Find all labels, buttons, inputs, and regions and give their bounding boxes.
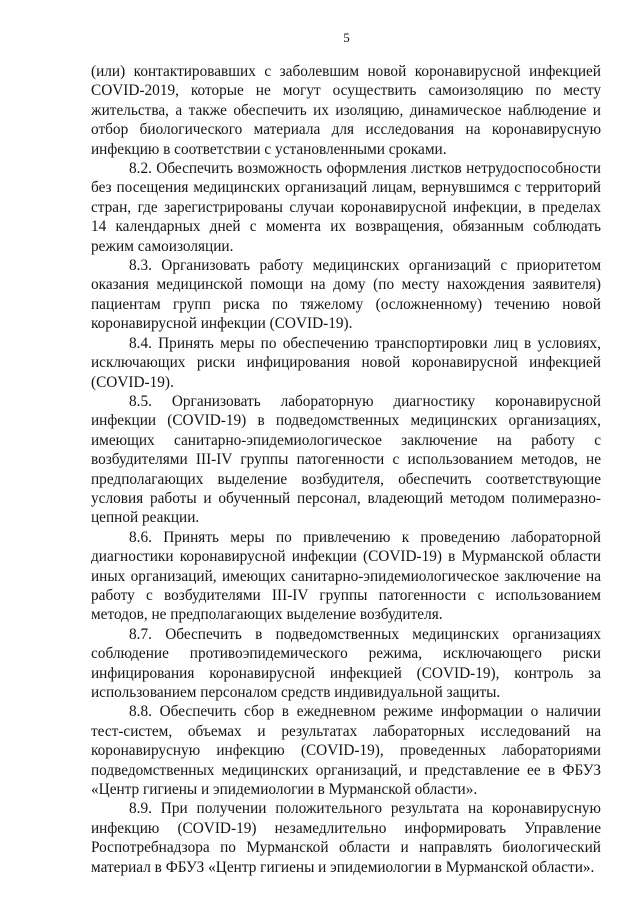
page-number: 5 <box>343 30 350 45</box>
paragraph-8-6: 8.6. Принять меры по привлечению к проведению лабораторной диагностики коронавирусной инфекции (COVID-19) в Мурманской области иных организаций, имеющих санитарно-эпидемиологическое заключение на работу с возбудителями III-IV группы патогенности с использованием методов, не предполагающих выделение возбудителя. <box>91 528 601 624</box>
paragraph-continuation: (или) контактировавших с заболевшим новой коронавирусной инфекцией COVID-2019, которые не могут осуществить самоизоляцию по месту жительства, а также обеспечить их изоляцию, динамическое наблюдение и отбор биологического материала для исследования на коронавирусную инфекцию в соответствии с установленными сроками. <box>91 63 601 158</box>
paragraph-8-3: 8.3. Организовать работу медицинских организаций с приоритетом оказания медицинской помощи на дому (по месту нахождения заявителя) пациентам групп риска по тяжелому (осложненному) течению новой коронавирусной инфекции (COVID-19). <box>91 257 601 333</box>
paragraph-8-2: 8.2. Обеспечить возможность оформления листков нетрудоспособности без посещения медицинских организаций лицам, вернувшимся с территорий стран, где зарегистрированы случаи коронавирусной инфекции, в пределах 14 календарных дней с момента их возвращения, обязанным соблюдать режим самоизоляции. <box>91 160 601 255</box>
document-body <box>91 62 601 877</box>
paragraph-8-4: 8.4. Принять меры по обеспечению транспортировки лиц в условиях, исключающих риски инфицирования новой коронавирусной инфекцией (COVID-19). <box>91 334 601 391</box>
paragraph-8-7: 8.7. Обеспечить в подведомственных медицинских организациях соблюдение противоэпидемического режима, исключающего риски инфицирования коронавирусной инфекцией (COVID-19), контроль за использованием персоналом средств индивидуальной защиты. <box>91 625 601 701</box>
paragraph-8-8: 8.8. Обеспечить сбор в ежедневном режиме информации о наличии тест-систем, объемах и результатах лабораторных исследований на коронавирусную инфекцию (COVID-19), проведенных лабораториями подведомственных медицинских организаций, и представление ее в ФБУЗ «Центр гигиены и эпидемиологии в Мурманской области». <box>91 703 601 799</box>
paragraph-8-9: 8.9. При получении положительного результата на коронавирусную инфекцию (COVID-19) незамедлительно информировать Управление Роспотребнадзора по Мурманской области и направлять биологический материал в ФБУЗ «Центр гигиены и эпидемиологии в Мурманской области». <box>91 800 601 876</box>
paragraph-8-5: 8.5. Организовать лабораторную диагностику коронавирусной инфекции (COVID-19) в подведомственных медицинских организациях, имеющих санитарно-эпидемиологическое заключение на работу с возбудителями III-IV группы патогенности с использованием методов, не предполагающих выделение возбудителя, обеспечить соответствующие условия работы и обученный персонал, владеющий методом полимеразно-цепной реакции. <box>91 392 601 527</box>
